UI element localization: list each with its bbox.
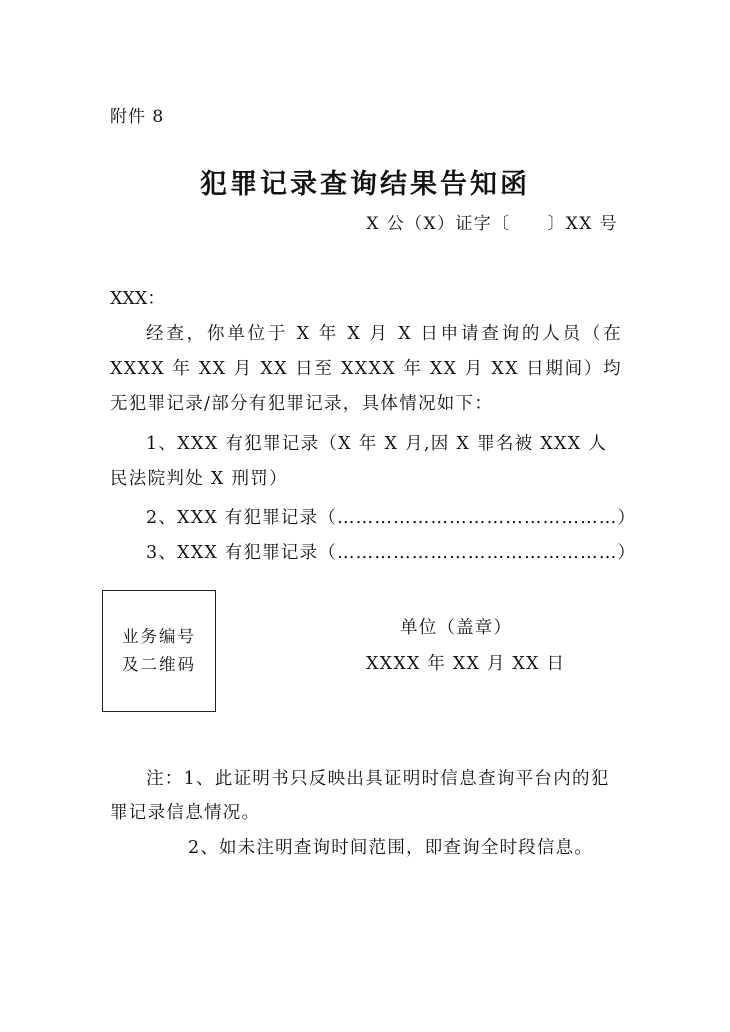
record-item-2: 2、XXX 有犯罪记录（………………………………………） bbox=[146, 508, 637, 528]
record-item-1: 1、XXX 有犯罪记录（X 年 X 月,因 X 罪名被 XXX 人民法院判处 X 刑罚） bbox=[110, 434, 608, 489]
issuing-unit-seal: 单位（盖章） bbox=[400, 618, 513, 638]
addressee: XXX： bbox=[110, 289, 165, 309]
document-title: 犯罪记录查询结果告知函 bbox=[200, 169, 530, 200]
attachment-label: 附件 8 bbox=[110, 107, 165, 127]
qr-box-label-line2: 及二维码 bbox=[122, 655, 196, 674]
record-item-3: 3、XXX 有犯罪记录（………………………………………） bbox=[146, 543, 637, 563]
note-1: 注：1、此证明书只反映出具证明时信息查询平台内的犯罪记录信息情况。 bbox=[110, 769, 610, 823]
note-2: 2、如未注明查询时间范围，即查询全时段信息。 bbox=[188, 838, 594, 858]
business-number-qr-box bbox=[102, 590, 216, 712]
body-paragraph: 经查，你单位于 X 年 X 月 X 日申请查询的人员（在 XXXX 年 XX 月 XX 日至 XXXX 年 XX 月 XX 日期间）均无犯罪记录/部分有犯罪记录，具体情况如下： bbox=[110, 324, 622, 414]
document-number: X 公（X）证字〔 〕XX 号 bbox=[366, 214, 618, 234]
issue-date: XXXX 年 XX 月 XX 日 bbox=[366, 654, 566, 674]
qr-box-label-line1: 业务编号 bbox=[122, 627, 196, 646]
